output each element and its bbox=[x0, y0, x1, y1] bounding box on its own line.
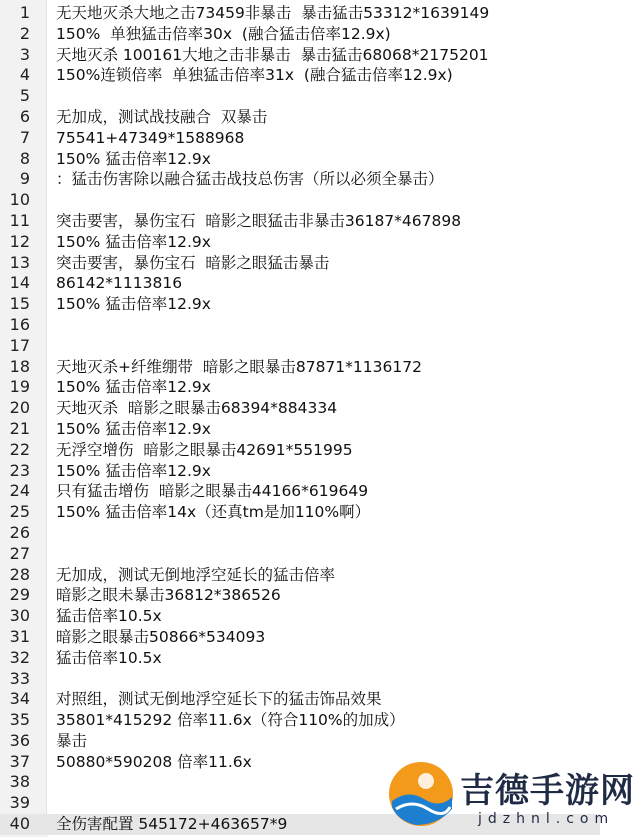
line-text[interactable]: 无天地灭杀大地之击73459非暴击 暴击猛击53312*1639149 bbox=[56, 4, 490, 22]
line-text[interactable]: 无加成，测试战技融合 双暴击 bbox=[56, 107, 268, 126]
brand-name: 吉德手游网 bbox=[460, 771, 635, 811]
line-number: 40 bbox=[0, 814, 30, 835]
line-number: 19 bbox=[9, 377, 30, 397]
editor-line[interactable] bbox=[0, 669, 600, 690]
editor-line[interactable] bbox=[0, 502, 600, 523]
editor-line[interactable] bbox=[0, 585, 600, 606]
line-text[interactable]: 75541+47349*1588968 bbox=[56, 128, 245, 147]
line-number: 5 bbox=[19, 86, 30, 106]
line-number: 29 bbox=[9, 585, 30, 605]
line-number: 38 bbox=[9, 772, 30, 792]
line-text[interactable]: 50880*590208 倍率11.6x bbox=[56, 752, 252, 771]
line-number: 32 bbox=[9, 647, 30, 667]
line-text[interactable]: 35801*415292 倍率11.6x（符合110%的加成） bbox=[56, 711, 405, 730]
line-text[interactable]: 150% 单独猛击倍率30x (融合猛击倍率12.9x) bbox=[56, 24, 391, 43]
editor-line[interactable] bbox=[0, 627, 600, 648]
line-text[interactable]: 无加成，测试无倒地浮空延长的猛击倍率 bbox=[56, 565, 336, 584]
editor-line[interactable] bbox=[0, 648, 600, 669]
line-number: 14 bbox=[9, 273, 30, 293]
editor-line[interactable] bbox=[0, 45, 600, 66]
editor-line[interactable] bbox=[0, 710, 600, 731]
editor-line[interactable] bbox=[0, 731, 600, 752]
editor-line[interactable] bbox=[0, 419, 600, 440]
line-number: 26 bbox=[9, 522, 30, 542]
editor-line[interactable] bbox=[0, 3, 600, 24]
brand-url: jdzhnl.com bbox=[478, 811, 615, 827]
editor-line[interactable] bbox=[0, 190, 600, 211]
editor-line[interactable] bbox=[0, 336, 600, 357]
line-text[interactable]: 150% 猛击倍率12.9x bbox=[56, 295, 211, 314]
editor-line[interactable] bbox=[0, 523, 600, 544]
line-number: 12 bbox=[9, 231, 30, 251]
line-number: 24 bbox=[9, 481, 30, 501]
line-text[interactable]: 86142*1113816 bbox=[56, 274, 183, 293]
line-number: 3 bbox=[19, 44, 30, 64]
line-text[interactable]: 对照组，测试无倒地浮空延长下的猛击饰品效果 bbox=[56, 690, 382, 709]
editor-line[interactable] bbox=[0, 24, 600, 45]
line-text[interactable]: 150% 猛击倍率12.9x bbox=[56, 461, 211, 480]
watermark bbox=[328, 755, 635, 837]
editor-line[interactable] bbox=[0, 253, 600, 274]
editor-line[interactable] bbox=[0, 232, 600, 253]
line-text[interactable]: 150% 猛击倍率12.9x bbox=[56, 232, 211, 251]
line-number: 8 bbox=[19, 148, 30, 168]
line-number: 6 bbox=[19, 106, 30, 126]
line-number: 25 bbox=[9, 502, 30, 522]
editor-line[interactable] bbox=[0, 273, 600, 294]
line-number: 13 bbox=[9, 252, 30, 272]
editor-line[interactable] bbox=[0, 544, 600, 565]
line-text[interactable]: 天地灭杀 暗影之眼暴击68394*884334 bbox=[56, 399, 338, 418]
editor-line[interactable] bbox=[0, 377, 600, 398]
editor-line[interactable] bbox=[0, 211, 600, 232]
line-number: 20 bbox=[9, 398, 30, 418]
line-text[interactable]: ：猛击伤害除以融合猛击战技总伤害（所以必须全暴击） bbox=[56, 170, 444, 189]
editor-line[interactable] bbox=[0, 294, 600, 315]
line-number: 34 bbox=[9, 689, 30, 709]
line-number: 18 bbox=[9, 356, 30, 376]
line-text[interactable]: 无浮空增伤 暗影之眼暴击42691*551995 bbox=[56, 440, 353, 459]
line-number: 37 bbox=[9, 751, 30, 771]
editor-line[interactable] bbox=[0, 65, 600, 86]
line-text[interactable]: 150% 猛击倍率12.9x bbox=[56, 419, 211, 438]
line-number: 15 bbox=[9, 294, 30, 314]
line-number: 4 bbox=[19, 65, 30, 85]
line-number: 10 bbox=[9, 190, 30, 210]
editor-line[interactable] bbox=[0, 440, 600, 461]
line-text[interactable]: 暗影之眼暴击50866*534093 bbox=[56, 627, 266, 646]
editor-line[interactable] bbox=[0, 689, 600, 710]
line-number: 36 bbox=[9, 730, 30, 750]
line-number: 11 bbox=[9, 210, 30, 230]
line-text[interactable]: 只有猛击增伤 暗影之眼暴击44166*619649 bbox=[56, 482, 369, 501]
line-number: 22 bbox=[9, 439, 30, 459]
line-text[interactable]: 天地灭杀+纤维绷带 暗影之眼暴击87871*1136172 bbox=[56, 357, 422, 376]
editor-line[interactable] bbox=[0, 481, 600, 502]
line-number: 21 bbox=[9, 418, 30, 438]
editor-lines bbox=[0, 3, 600, 835]
line-text[interactable]: 突击要害，暴伤宝石 暗影之眼猛击非暴击36187*467898 bbox=[56, 211, 462, 230]
editor-line[interactable] bbox=[0, 149, 600, 170]
line-text[interactable]: 突击要害，暴伤宝石 暗影之眼猛击暴击 bbox=[56, 253, 330, 272]
line-text[interactable]: 150% 猛击倍率14x（还真tm是加110%啊） bbox=[56, 503, 371, 522]
line-number: 28 bbox=[9, 564, 30, 584]
line-number: 27 bbox=[9, 543, 30, 563]
editor-line[interactable] bbox=[0, 357, 600, 378]
editor-line[interactable] bbox=[0, 315, 600, 336]
editor-line[interactable] bbox=[0, 461, 600, 482]
line-text[interactable]: 全伤害配置 545172+463657*9 bbox=[56, 815, 288, 834]
line-number: 16 bbox=[9, 314, 30, 334]
line-text[interactable]: 猛击倍率10.5x bbox=[56, 607, 162, 626]
line-number: 2 bbox=[19, 23, 30, 43]
editor-line[interactable] bbox=[0, 398, 600, 419]
line-text[interactable]: 150% 猛击倍率12.9x bbox=[56, 149, 211, 168]
editor-line[interactable] bbox=[0, 606, 600, 627]
line-number: 39 bbox=[9, 793, 30, 813]
editor-line[interactable] bbox=[0, 169, 600, 190]
line-text[interactable]: 150% 猛击倍率12.9x bbox=[56, 378, 211, 397]
editor-line[interactable] bbox=[0, 565, 600, 586]
line-number: 31 bbox=[9, 626, 30, 646]
line-number: 30 bbox=[9, 606, 30, 626]
line-number: 1 bbox=[19, 3, 30, 22]
line-number: 23 bbox=[9, 460, 30, 480]
line-text[interactable]: 猛击倍率10.5x bbox=[56, 648, 162, 667]
editor-line[interactable] bbox=[0, 128, 600, 149]
line-number: 7 bbox=[19, 127, 30, 147]
editor-line[interactable] bbox=[0, 107, 600, 128]
line-number: 35 bbox=[9, 710, 30, 730]
line-text[interactable]: 暗影之眼未暴击36812*386526 bbox=[56, 586, 281, 605]
line-text[interactable]: 150%连锁倍率 单独猛击倍率31x (融合猛击倍率12.9x) bbox=[56, 66, 453, 85]
editor-line[interactable] bbox=[0, 86, 600, 107]
line-number: 9 bbox=[19, 169, 30, 189]
line-text[interactable]: 暴击 bbox=[56, 731, 88, 750]
line-number: 17 bbox=[9, 335, 30, 355]
line-number: 33 bbox=[9, 668, 30, 688]
brand-logo-icon bbox=[386, 759, 456, 829]
line-text[interactable]: 天地灭杀 100161大地之击非暴击 暴击猛击68068*2175201 bbox=[56, 45, 489, 64]
